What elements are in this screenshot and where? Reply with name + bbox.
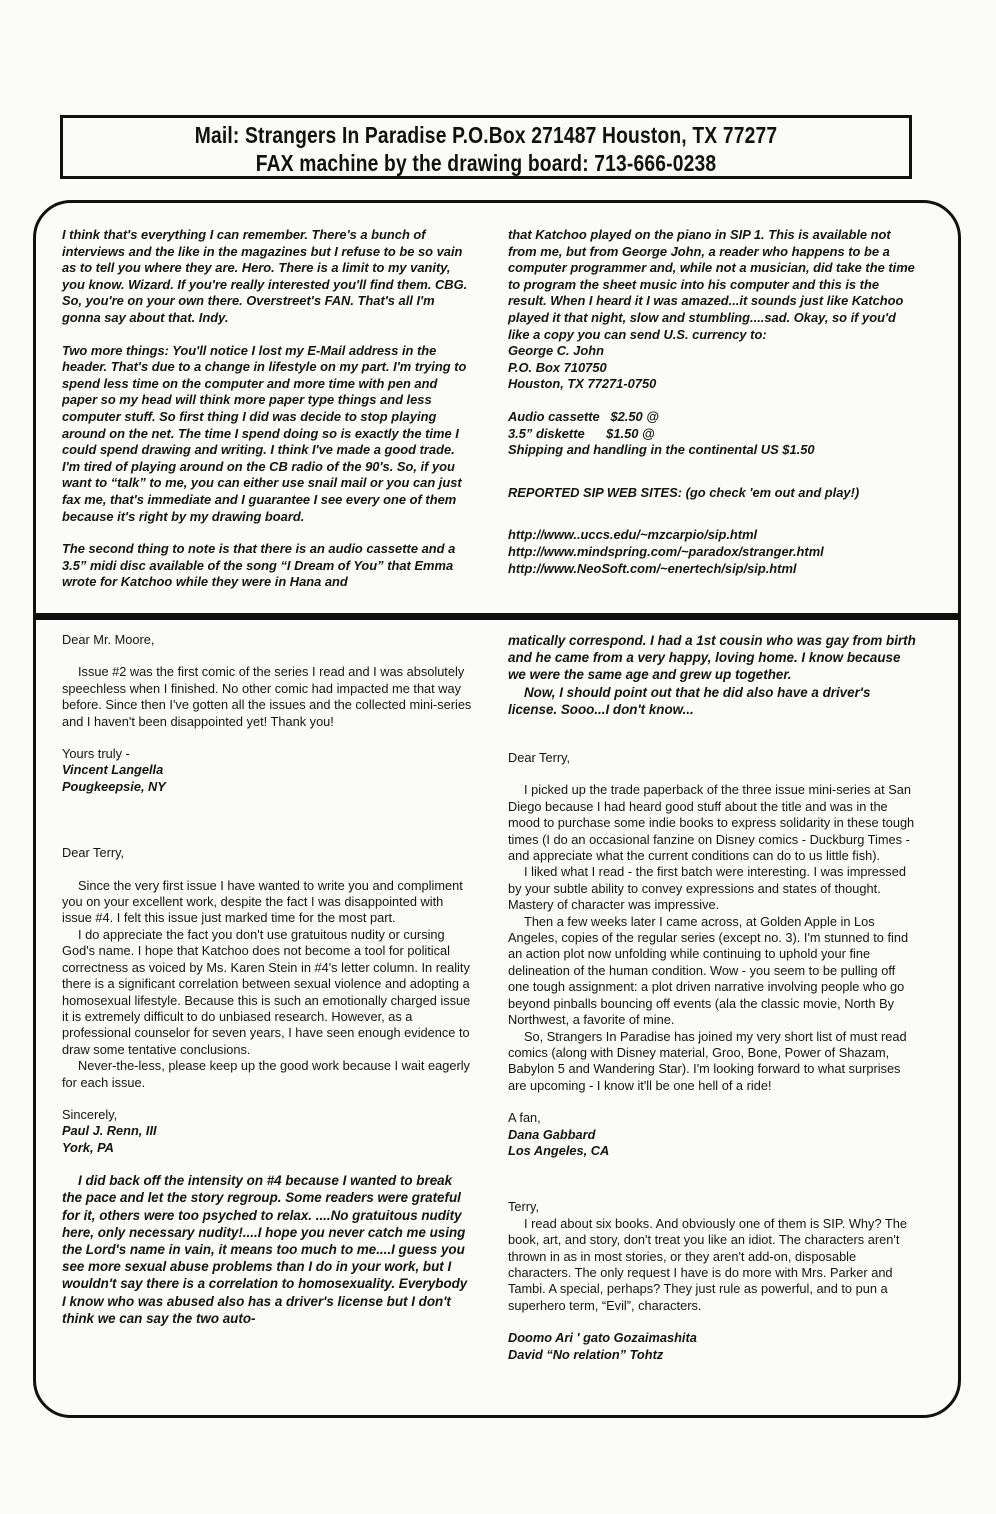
letter-signature-name: Paul J. Renn, III xyxy=(62,1123,157,1139)
editorial-left-column xyxy=(62,227,474,591)
letter-signature-name: Dana Gabbard xyxy=(508,1126,596,1142)
web-site-url: http://www.mindspring.com/~paradox/stranger.html xyxy=(508,543,824,559)
letter-signature-name: Vincent Langella xyxy=(62,762,164,778)
letter-body: Never-the-less, please keep up the good work because I wait eagerly for each issue. xyxy=(62,1058,470,1090)
letter-signature-name: David “No relation” Tohtz xyxy=(508,1346,664,1362)
letter-signature-place: Los Angeles, CA xyxy=(508,1142,610,1158)
letter-body: Issue #2 was the first comic of the series I read and I was absolutely speechless when I finished. No other comic had impacted me that way before. Since then I've gotten all the issues and the collected mini-series and I haven't been disappointed yet! Thank you! xyxy=(62,664,472,729)
price-line: Audio cassette $2.50 @ xyxy=(508,408,659,424)
letter-body: I picked up the trade paperback of the three issue mini-series at San Diego because I had heard good stuff about the title and was in the mood to purchase some indie books to express solidarity in these tough times (I do an occasional fanzine on Disney comics - Duckburg Times - and appreciate what the current conditions can do to us little fish). xyxy=(508,782,915,864)
letter-salutation: Dear Terry, xyxy=(508,750,571,766)
letter-body: I do appreciate the fact you don't use gratuitous nudity or cursing God's name. I hope that Katchoo does not become a tool for political correctness as voiced by Ms. Karen Stein in #4's letter column. In reality there is a significant correlation between sexual violence and adopting a homosexual lifestyle. Because this is such an emotionally charged issue it is extremely difficult to do unbiased research. However, as a professional counselor for seven years, I have seen enough evidence to draw some tentative conclusions. xyxy=(62,926,471,1057)
letter-body: Then a few weeks later I came across, at Golden Apple in Los Angeles, copies of the regular series (except no. 3). I'm stunned to find an action plot now unfolding while continuing to uphold your fine delineation of the human condition. Wow - you seem to be pulling off one tough assignment: a plot driven narrative involving people who go beyond pinballs bouncing off events (ala the classic movie, North By Northwest, a favorite of mine. xyxy=(508,913,909,1028)
editorial-paragraph: I think that's everything I can remember. There's a bunch of interviews and the like in the magazines but I refuse to be so vain as to tell you where they are. Hero. There is a limit to my vanity, you know. Wizard. If you're really interested you'll find them. CBG. So, you're on your own there. Overstreet's FAN. That's all I'm gonna say about that. Indy. xyxy=(62,227,468,325)
editor-reply: Now, I should point out that he did also have a driver's license. Sooo...I don't know... xyxy=(508,684,871,717)
editorial-paragraph: that Katchoo played on the piano in SIP 1. This is available not from me, but from George John, a reader who happens to be a computer programmer and, while not a musician, did take the time to program the sheet music into his computer and this is the result. When I heard it I was amazed...it sounds just like Katchoo played it that night, slow and stumbling....sad. Okay, so if you'd like a copy you can send U.S. currency to: xyxy=(508,227,915,342)
letter-signature-name: Doomo Ari ' gato Gozaimashita xyxy=(508,1330,697,1346)
letter-salutation: Dear Terry, xyxy=(62,845,125,861)
editorial-paragraph: The second thing to note is that there is an audio cassette and a 3.5” midi disc available of the song “I Dream of You” that Emma wrote for Katchoo while they were in Hana and xyxy=(62,541,456,590)
header-mail-address: Mail: Strangers In Paradise P.O.Box 271487 Houston, TX 77277 xyxy=(194,122,778,148)
price-line: Shipping and handling in the continental US $1.50 xyxy=(508,442,815,458)
letter-salutation: Dear Mr. Moore, xyxy=(62,632,155,647)
address-line: Houston, TX 77271-0750 xyxy=(508,376,657,392)
letter-closing: Sincerely, xyxy=(62,1106,118,1122)
letters-right-column xyxy=(508,632,918,1363)
letter-signature-place: York, PA xyxy=(62,1139,114,1155)
address-line: George C. John xyxy=(508,343,604,359)
letter-body: So, Strangers In Paradise has joined my very short list of must read comics (along with Disney material, Groo, Bone, Power of Shazam, Babylon 5 and Wandering Star). I'm looking forward to what surprises are upcoming - I know it'll be one hell of a ride! xyxy=(508,1028,907,1093)
address-line: P.O. Box 710750 xyxy=(508,359,607,375)
web-site-url: http://www.NeoSoft.com/~enertech/sip/sip.html xyxy=(508,560,797,576)
letter-salutation: Terry, xyxy=(508,1199,540,1215)
letters-left-column xyxy=(62,632,474,1327)
web-site-url: http://www..uccs.edu/~mzcarpio/sip.html xyxy=(508,527,758,543)
letter-closing: Yours truly - xyxy=(62,746,130,762)
header-fax-number: FAX machine by the drawing board: 713-666-0238 xyxy=(255,150,717,176)
letter-closing: A fan, xyxy=(508,1110,541,1126)
letter-body: Since the very first issue I have wanted to write you and compliment you on your excellent work, despite the fact I was disappointed with issue #4. I felt this issue just marked time for the most part. xyxy=(62,877,463,926)
section-divider xyxy=(35,613,959,620)
web-sites-heading: REPORTED SIP WEB SITES: (go check 'em out and play!) xyxy=(508,484,860,500)
price-line: 3.5” diskette $1.50 @ xyxy=(508,425,655,441)
editorial-paragraph: Two more things: You'll notice I lost my E-Mail address in the header. That's due to a change in lifestyle on my part. I'm trying to spend less time on the computer and more time with pen and paper so my head will think more paper type things and less computer stuff. So first thing I did was decide to stop playing around on the net. The time I spend doing so is exactly the time I could spend drawing and writing. I think I've made a good trade. I'm tired of playing around on the CB radio of the 90's. So, if you want to “talk” to me, you can either use snail mail or you can just fax me, that's immediate and I guarantee I see every one of them because it's right by my drawing board. xyxy=(62,342,467,524)
editor-reply: I did back off the intensity on #4 because I wanted to break the pace and let the story regroup. Some readers were grateful for it, others were too psyched to relax. ....No gratuitous nudity here, only necessary nudity!....I hope you never catch me using the Lord's name in vain, it means too much to me....I guess you see more sexual abuse problems than I do in your work, but I wouldn't say there is a correlation to homosexuality. Everybody I know who was abused also has a driver's license but I don't think we can say the two auto- xyxy=(62,1173,468,1326)
editor-reply: matically correspond. I had a 1st cousin who was gay from birth and he came from a very happy, loving home. I know because we were the same age and grew up together. xyxy=(508,633,916,683)
letter-body: I read about six books. And obviously one of them is SIP. Why? The book, art, and story, don't treat you like an idiot. The characters aren't thrown in as in most stories, or they aren't add-on, disposable characters. The only request I have is do more with Mrs. Parker and Tambi. A special, perhaps? They just rule as powerful, and to pun a superhero term, “Evil”, characters. xyxy=(508,1215,907,1313)
mail-header-box xyxy=(60,115,912,179)
editorial-right-column xyxy=(508,227,918,577)
letter-body: I liked what I read - the first batch were interesting. I was impressed by your subtle ability to convey expressions and states of thought. Mastery of character was impressive. xyxy=(508,864,906,913)
letter-signature-place: Pougkeepsie, NY xyxy=(62,778,166,794)
